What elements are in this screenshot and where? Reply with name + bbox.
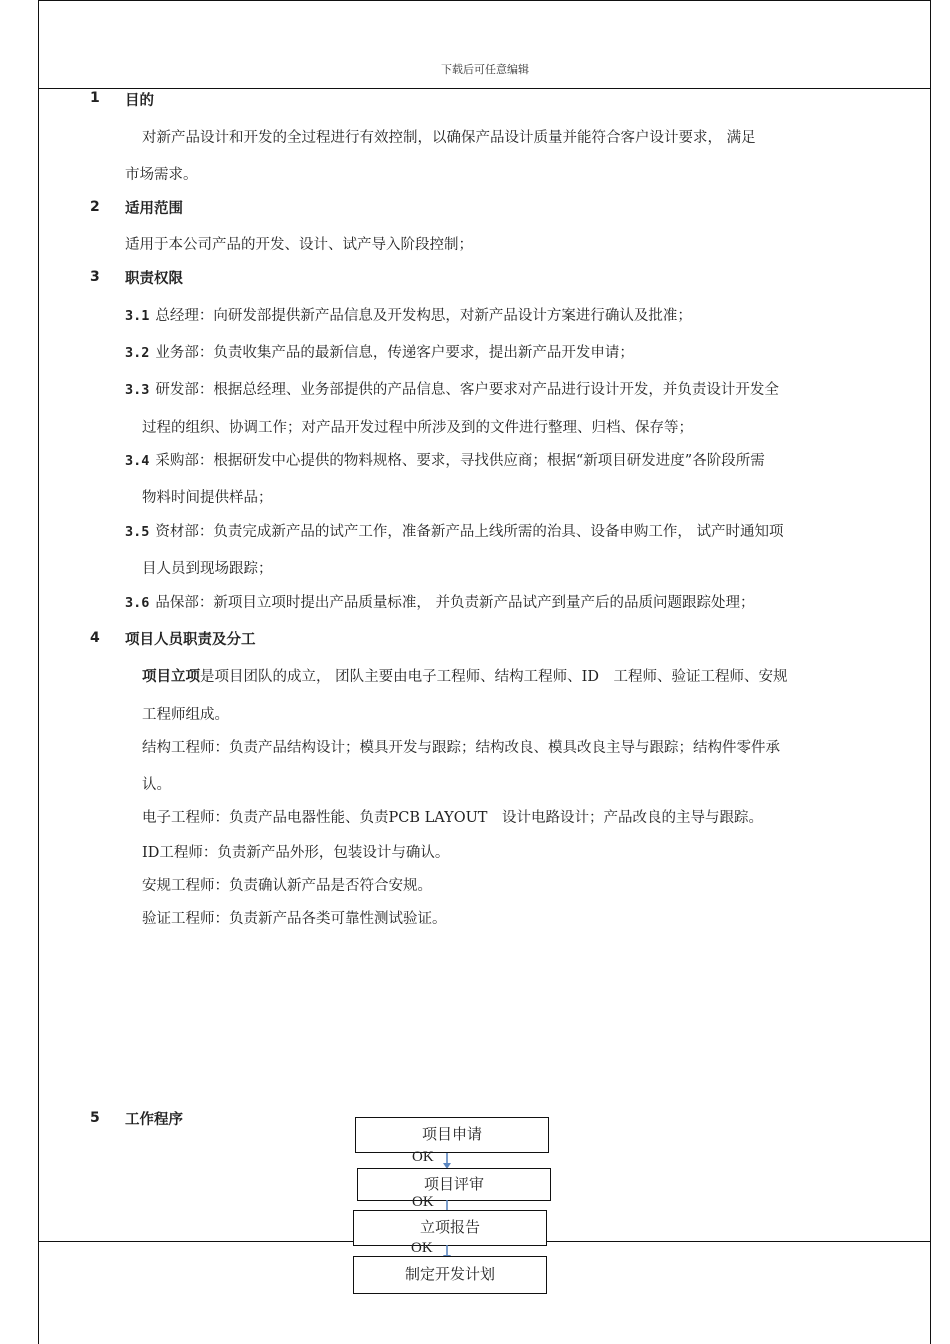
flow-step-report: 立项报告 <box>353 1210 547 1246</box>
duty-item-text: 总经理：向研发部提供新产品信息及开发构思，对新产品设计方案进行确认及批准； <box>155 308 692 324</box>
duty-item-3-5-cont: 目人员到现场跟踪； <box>142 561 273 577</box>
section-1-line-2: 市场需求。 <box>125 167 198 183</box>
section-1-title: 目的 <box>125 93 154 109</box>
flow-ok-label-1: OK <box>412 1149 434 1165</box>
project-setup-line <box>142 665 787 686</box>
section-1-number: 1 <box>90 90 100 106</box>
flow-step-plan: 制定开发计划 <box>353 1256 547 1294</box>
project-setup-line-2: 工程师组成。 <box>142 707 229 723</box>
section-5-number: 5 <box>90 1110 100 1126</box>
section-1-line-1: 对新产品设计和开发的全过程进行有效控制，以确保产品设计质量并能符合客户设计要求， 满足 <box>142 130 756 146</box>
duty-item-number: 3.5 <box>125 524 150 540</box>
role-verification-engineer: 验证工程师：负责新产品各类可靠性测试验证。 <box>142 911 447 927</box>
project-setup-text: 是项目团队的成立， 团队主要由电子工程师、结构工程师、ID 工程师、验证工程师、安规 <box>200 669 788 685</box>
flow-ok-label-3: OK <box>411 1240 433 1256</box>
flow-arrow-1 <box>440 1153 454 1169</box>
duty-item-text: 资材部：负责完成新产品的试产工作，准备新产品上线所需的治具、设备申购工作， 试产时通知项 <box>155 524 784 540</box>
role-id-engineer: ID工程师：负责新产品外形，包装设计与确认。 <box>142 845 450 861</box>
role-safety-engineer: 安规工程师：负责确认新产品是否符合安规。 <box>142 878 432 894</box>
duty-item-text: 采购部：根据研发中心提供的物料规格、要求，寻找供应商；根据“新项目研发进度”各阶段所需 <box>155 453 765 469</box>
duty-item-3-3-cont: 过程的组织、协调工作；对产品开发过程中所涉及到的文件进行整理、归档、保存等； <box>142 420 693 436</box>
duty-item-number: 3.6 <box>125 595 150 611</box>
role-structural-engineer-cont: 认。 <box>142 777 171 793</box>
duty-item-text: 业务部：负责收集产品的最新信息，传递客户要求，提出新产品开发申请； <box>155 345 634 361</box>
duty-item-3-4 <box>125 449 765 470</box>
duty-item-3-6 <box>125 591 755 612</box>
section-2-line-1: 适用于本公司产品的开发、设计、试产导入阶段控制； <box>125 237 473 253</box>
duty-item-text: 品保部：新项目立项时提出产品质量标准， 并负责新产品试产到量产后的品质问题跟踪处理； <box>155 595 755 611</box>
section-5-title: 工作程序 <box>125 1112 183 1128</box>
flow-ok-label-2: OK <box>412 1194 434 1210</box>
role-structural-engineer: 结构工程师：负责产品结构设计；模具开发与跟踪；结构改良、模具改良主导与跟踪；结构件零件承 <box>142 740 780 756</box>
duty-item-3-2 <box>125 341 634 362</box>
section-3-number: 3 <box>90 269 100 285</box>
duty-item-number: 3.3 <box>125 382 150 398</box>
section-3-title: 职责权限 <box>125 271 183 287</box>
flow-step-review: 项目评审 <box>357 1168 551 1201</box>
duty-item-3-1 <box>125 304 692 325</box>
section-4-title: 项目人员职责及分工 <box>125 632 256 648</box>
section-4-number: 4 <box>90 630 100 646</box>
duty-item-3-3 <box>125 378 779 399</box>
duty-item-number: 3.4 <box>125 453 150 469</box>
duty-item-3-5 <box>125 520 784 541</box>
section-2-number: 2 <box>90 199 100 215</box>
duty-item-number: 3.1 <box>125 308 150 324</box>
header-note: 下载后可任意编辑 <box>441 63 529 76</box>
duty-item-number: 3.2 <box>125 345 150 361</box>
section-2-title: 适用范围 <box>125 201 183 217</box>
flow-step-apply: 项目申请 <box>355 1117 549 1153</box>
duty-item-3-4-cont: 物料时间提供样品； <box>142 490 273 506</box>
duty-item-text: 研发部：根据总经理、业务部提供的产品信息、客户要求对产品进行设计开发，并负责设计开发全 <box>155 382 779 398</box>
role-electronic-engineer: 电子工程师：负责产品电器性能、负责PCB LAYOUT 设计电路设计；产品改良的主导与跟踪。 <box>142 810 763 826</box>
project-setup-label: 项目立项 <box>142 669 200 685</box>
